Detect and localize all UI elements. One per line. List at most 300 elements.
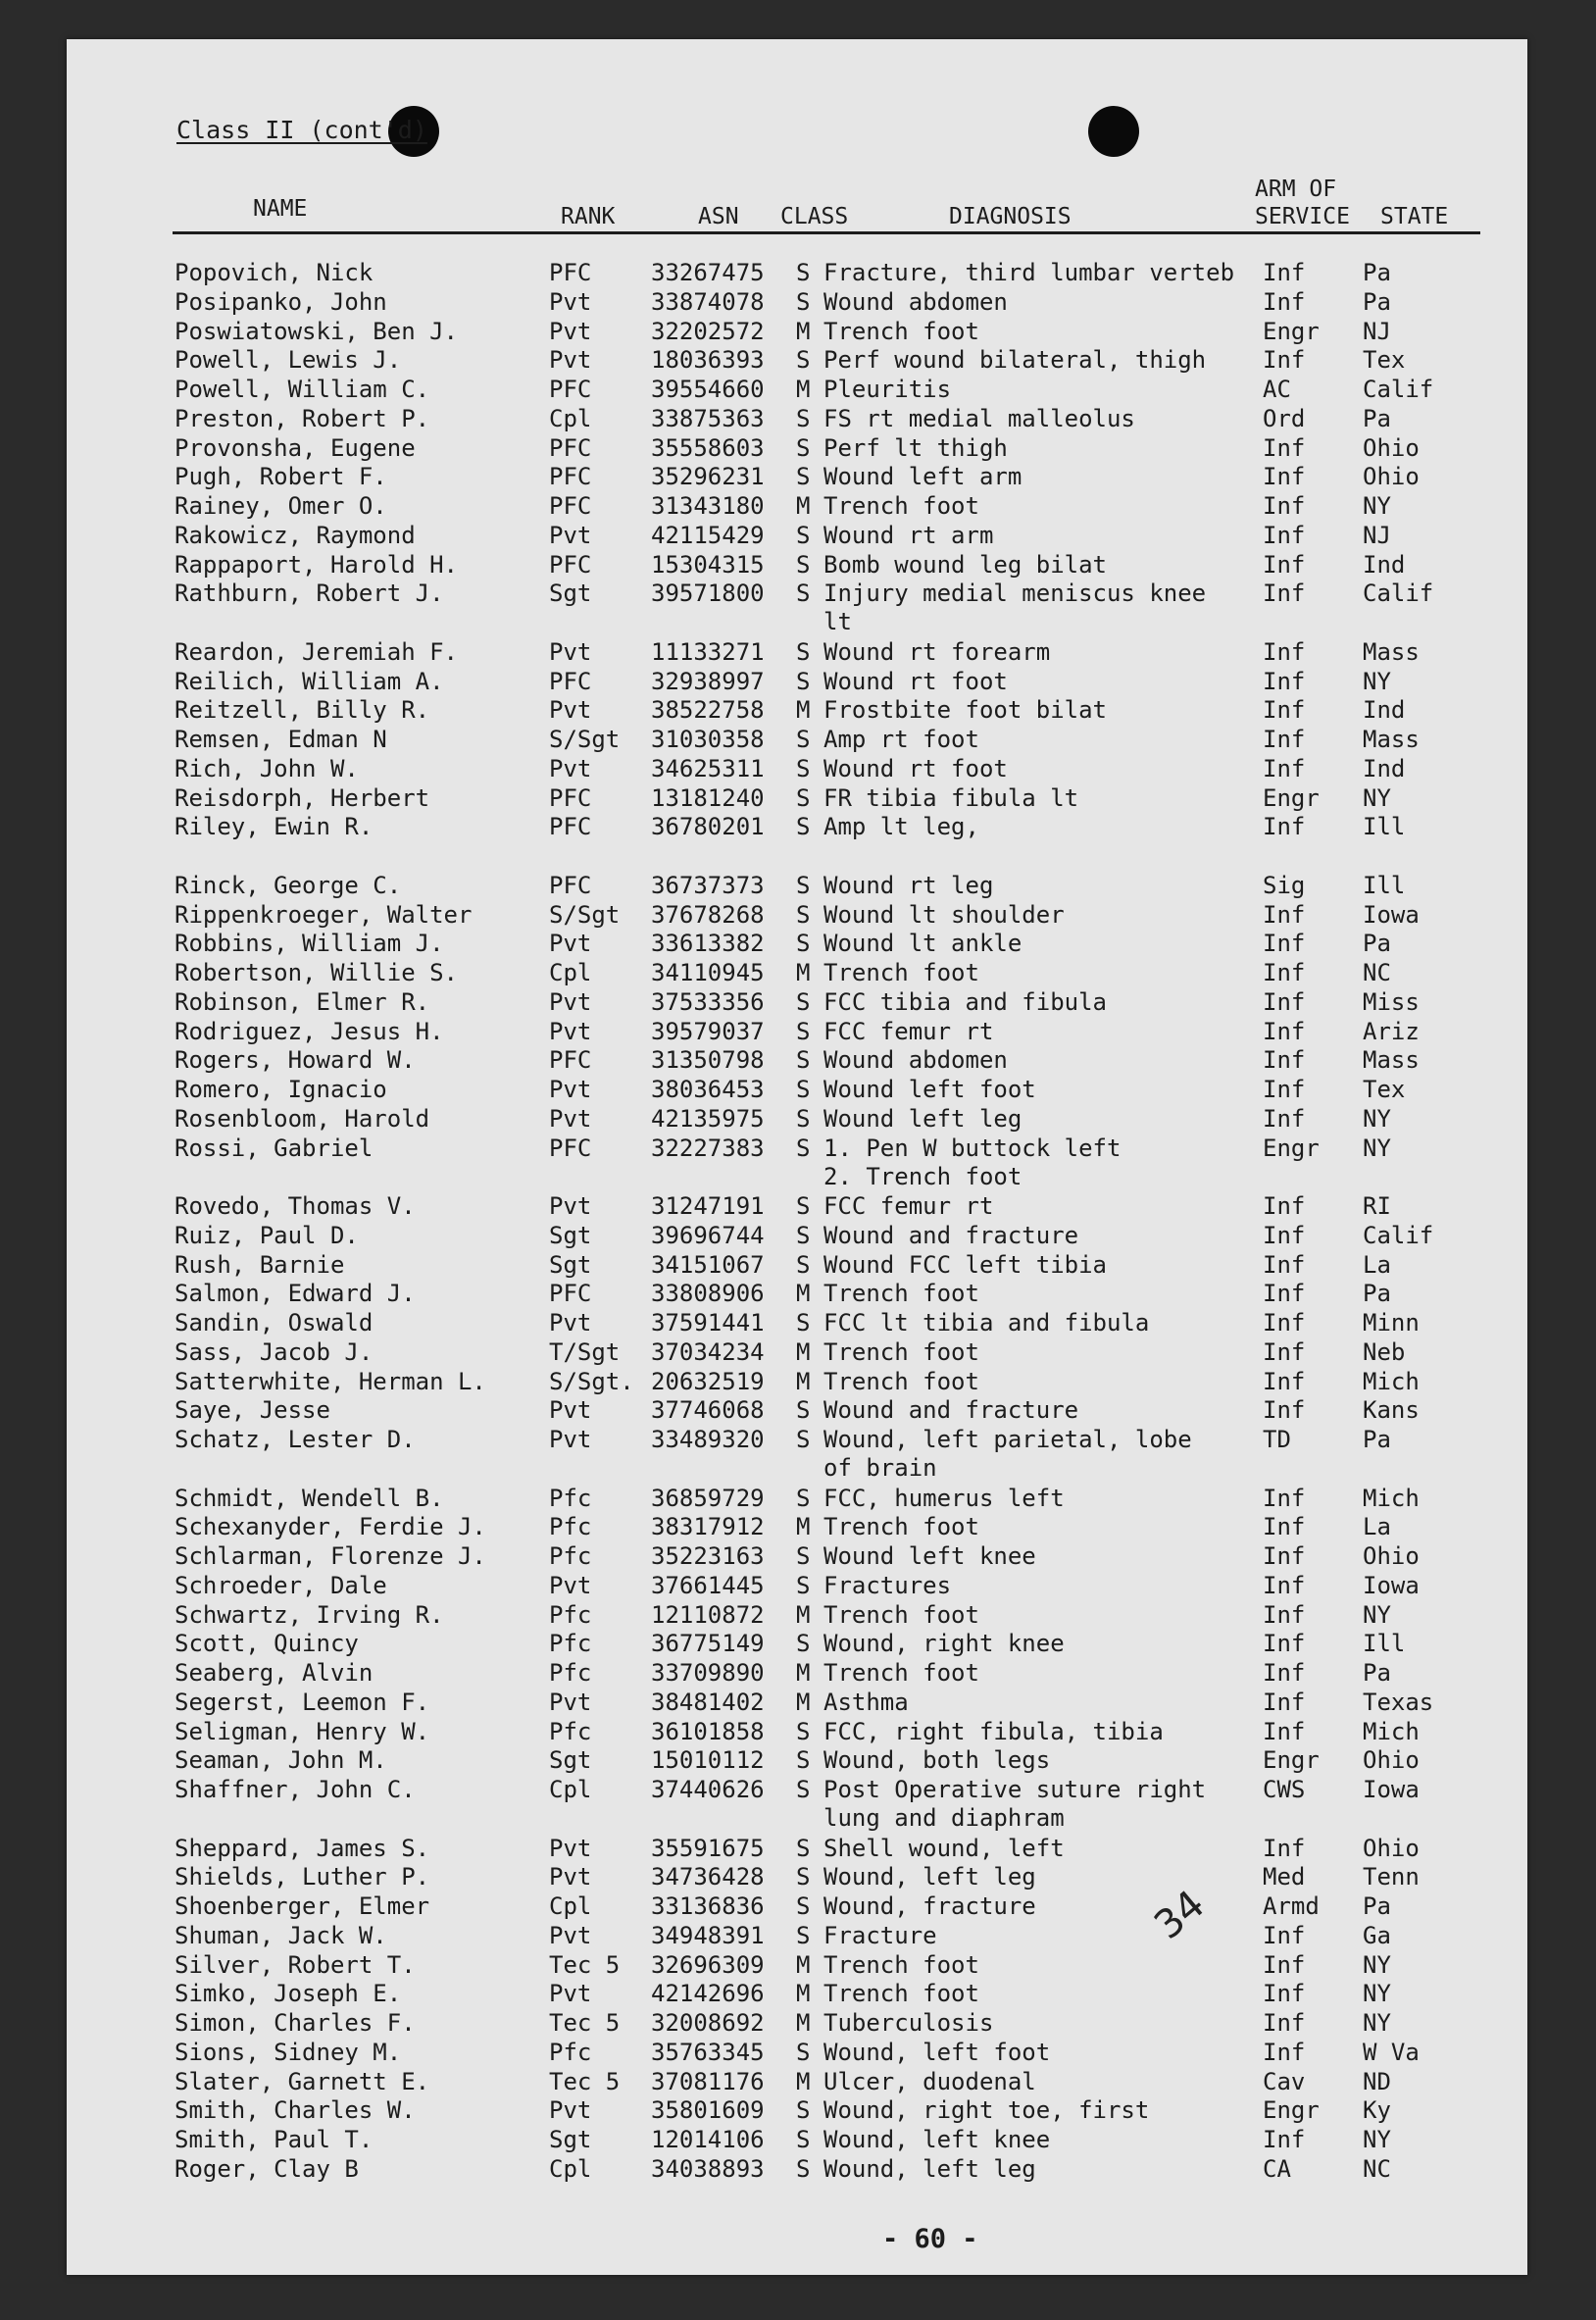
header-rule [173, 231, 1480, 234]
cell-rank: Pvt [549, 1980, 592, 2008]
cell-asn: 34038893 [651, 2154, 765, 2183]
cell-asn: 31343180 [651, 492, 765, 520]
cell-rank: PFC [549, 667, 592, 695]
cell-name: Seaberg, Alvin [175, 1659, 374, 1687]
cell-arm-of-service: Inf [1263, 1076, 1306, 1103]
cell-class: S [796, 1863, 811, 1891]
cell-arm-of-service: Inf [1263, 987, 1306, 1016]
cell-asn: 35296231 [651, 463, 765, 491]
table-row [67, 901, 1527, 931]
table-row [67, 1572, 1527, 1601]
cell-arm-of-service: Inf [1263, 492, 1306, 520]
cell-arm-of-service: Inf [1263, 2038, 1306, 2066]
cell-name: Ruiz, Paul D. [175, 1221, 359, 1249]
cell-rank: Pvt [549, 1396, 592, 1425]
cell-state: Ohio [1363, 1834, 1420, 1862]
cell-state: NY [1363, 2009, 1391, 2037]
cell-diagnosis: Wound rt foot [823, 754, 1008, 782]
cell-state: Mass [1363, 1046, 1420, 1075]
cell-asn: 34948391 [651, 1921, 765, 1949]
cell-arm-of-service: Engr [1263, 783, 1320, 812]
cell-asn: 39554660 [651, 376, 765, 403]
cell-rank: PFC [549, 492, 592, 520]
cell-rank: Sgt [549, 1746, 592, 1775]
cell-arm-of-service: Inf [1263, 696, 1306, 725]
cell-name: Simko, Joseph E. [175, 1980, 402, 2008]
cell-class: S [796, 930, 811, 958]
cell-rank: Pfc [549, 2038, 592, 2066]
cell-name: Riley, Ewin R. [175, 813, 374, 841]
cell-diagnosis: 1. Pen W buttock left 2. Trench foot [823, 1134, 1122, 1190]
cell-state: NY [1363, 2126, 1391, 2153]
cell-arm-of-service: Inf [1263, 1250, 1306, 1279]
cell-arm-of-service: Inf [1263, 900, 1306, 929]
cell-diagnosis: Trench foot [823, 317, 979, 345]
cell-state: Neb [1363, 1337, 1406, 1366]
cell-arm-of-service: Inf [1263, 259, 1306, 286]
cell-arm-of-service: Inf [1263, 1950, 1306, 1979]
table-row [67, 1222, 1527, 1251]
cell-asn: 33709890 [651, 1659, 765, 1687]
cell-state: Ind [1363, 754, 1406, 782]
cell-name: Rippenkroeger, Walter [175, 900, 473, 929]
table-row [67, 1951, 1527, 1981]
cell-state: Calif [1363, 1221, 1434, 1249]
table-row [67, 1338, 1527, 1368]
cell-rank: Pfc [549, 1542, 592, 1570]
cell-name: Provonsha, Eugene [175, 433, 416, 462]
table-row [67, 1718, 1527, 1747]
cell-state: Tenn [1363, 1863, 1420, 1891]
table-row [67, 2068, 1527, 2097]
cell-class: M [796, 1950, 811, 1979]
document-page [67, 39, 1527, 2275]
table-row [67, 1776, 1527, 1835]
table-row [67, 668, 1527, 697]
cell-class: M [796, 696, 811, 725]
cell-rank: Pvt [549, 930, 592, 958]
cell-state: Mass [1363, 637, 1420, 666]
handwritten-mark: 34 [1146, 1882, 1214, 1948]
cell-asn: 36101858 [651, 1717, 765, 1745]
cell-state: Ind [1363, 696, 1406, 725]
cell-arm-of-service: Inf [1263, 521, 1306, 549]
cell-rank: Cpl [549, 404, 592, 432]
cell-state: Tex [1363, 346, 1406, 375]
table-row [67, 696, 1527, 726]
header-rank: RANK [561, 204, 616, 229]
cell-diagnosis: Amp rt foot [823, 726, 979, 753]
cell-asn: 33267475 [651, 259, 765, 286]
cell-class: S [796, 521, 811, 549]
cell-diagnosis: Frostbite foot bilat [823, 696, 1107, 725]
cell-name: Silver, Robert T. [175, 1950, 416, 1979]
cell-asn: 42142696 [651, 1980, 765, 2008]
cell-name: Seaman, John M. [175, 1746, 387, 1775]
cell-class: M [796, 376, 811, 403]
cell-diagnosis: Wound, left parietal, lobe of brain [823, 1426, 1192, 1482]
cell-diagnosis: FCC lt tibia and fibula [823, 1309, 1150, 1337]
cell-asn: 31350798 [651, 1046, 765, 1075]
cell-class: S [796, 404, 811, 432]
cell-rank: Pvt [549, 1017, 592, 1045]
cell-class: M [796, 1280, 811, 1308]
cell-name: Rosenbloom, Harold [175, 1104, 430, 1133]
table-row [67, 959, 1527, 988]
cell-diagnosis: Bomb wound leg bilat [823, 550, 1107, 579]
cell-rank: S/Sgt. [549, 1367, 634, 1395]
cell-asn: 32202572 [651, 317, 765, 345]
cell-class: S [796, 433, 811, 462]
cell-asn: 15304315 [651, 550, 765, 579]
cell-state: NY [1363, 492, 1391, 520]
table-row [67, 551, 1527, 580]
cell-state: Mich [1363, 1367, 1420, 1395]
cell-class: S [796, 1630, 811, 1658]
cell-rank: Sgt [549, 580, 592, 608]
cell-class: M [796, 317, 811, 345]
cell-rank: Cpl [549, 959, 592, 986]
cell-name: Simon, Charles F. [175, 2009, 416, 2037]
cell-rank: Pvt [549, 1863, 592, 1891]
cell-rank: Pvt [549, 1571, 592, 1599]
cell-asn: 32696309 [651, 1950, 765, 1979]
cell-state: Kans [1363, 1396, 1420, 1425]
cell-asn: 37591441 [651, 1309, 765, 1337]
cell-arm-of-service: Inf [1263, 1542, 1306, 1570]
cell-state: NC [1363, 2154, 1391, 2183]
cell-state: NC [1363, 959, 1391, 986]
cell-arm-of-service: Inf [1263, 1834, 1306, 1862]
cell-asn: 35801609 [651, 2096, 765, 2125]
cell-state: La [1363, 1250, 1391, 1279]
cell-name: Roger, Clay B [175, 2154, 359, 2183]
cell-state: NY [1363, 1950, 1391, 1979]
cell-arm-of-service: Sig [1263, 871, 1306, 899]
cell-arm-of-service: Engr [1263, 1746, 1320, 1775]
table-row [67, 1922, 1527, 1951]
cell-rank: Pvt [549, 987, 592, 1016]
cell-asn: 34736428 [651, 1863, 765, 1891]
cell-rank: Pvt [549, 1309, 592, 1337]
cell-asn: 33613382 [651, 930, 765, 958]
cell-state: RI [1363, 1192, 1391, 1220]
cell-arm-of-service: Inf [1263, 1600, 1306, 1629]
cell-diagnosis: Fracture, third lumbar verteb [823, 259, 1235, 286]
cell-class: M [796, 2009, 811, 2037]
cell-asn: 39579037 [651, 1017, 765, 1045]
header-arm-line1: ARM OF [1255, 177, 1337, 202]
cell-arm-of-service: Ord [1263, 404, 1306, 432]
cell-state: Ill [1363, 1630, 1406, 1658]
cell-asn: 33874078 [651, 287, 765, 316]
cell-name: Shields, Luther P. [175, 1863, 430, 1891]
cell-asn: 38317912 [651, 1513, 765, 1541]
cell-diagnosis: Amp lt leg, [823, 813, 979, 841]
cell-arm-of-service: Inf [1263, 1659, 1306, 1687]
cell-name: Smith, Charles W. [175, 2096, 416, 2125]
cell-diagnosis: Wound left knee [823, 1542, 1036, 1570]
cell-rank: Tec 5 [549, 2067, 621, 2095]
cell-rank: Pvt [549, 754, 592, 782]
cell-arm-of-service: Inf [1263, 2126, 1306, 2153]
cell-rank: PFC [549, 1134, 592, 1162]
cell-diagnosis: Wound lt ankle [823, 930, 1022, 958]
cell-asn: 34151067 [651, 1250, 765, 1279]
cell-name: Rush, Barnie [175, 1250, 345, 1279]
cell-diagnosis: FCC, humerus left [823, 1484, 1065, 1512]
cell-class: M [796, 1600, 811, 1629]
cell-arm-of-service: Inf [1263, 667, 1306, 695]
cell-diagnosis: Wound FCC left tibia [823, 1250, 1107, 1279]
table-row [67, 988, 1527, 1018]
cell-arm-of-service: Engr [1263, 1134, 1320, 1162]
cell-rank: Pvt [549, 1834, 592, 1862]
cell-rank: Pfc [549, 1630, 592, 1658]
cell-class: S [796, 287, 811, 316]
cell-state: Mass [1363, 726, 1420, 753]
cell-rank: Sgt [549, 1221, 592, 1249]
table-row [67, 2009, 1527, 2039]
cell-class: S [796, 1309, 811, 1337]
cell-name: Shoenberger, Elmer [175, 1892, 430, 1920]
cell-arm-of-service: Inf [1263, 463, 1306, 491]
header-state: STATE [1380, 204, 1449, 229]
cell-arm-of-service: Inf [1263, 1280, 1306, 1308]
cell-rank: Pvt [549, 1921, 592, 1949]
cell-class: S [796, 1250, 811, 1279]
cell-name: Rovedo, Thomas V. [175, 1192, 416, 1220]
table-row [67, 813, 1527, 872]
cell-name: Sheppard, James S. [175, 1834, 430, 1862]
cell-rank: PFC [549, 813, 592, 841]
cell-class: S [796, 1892, 811, 1920]
cell-name: Smith, Paul T. [175, 2126, 374, 2153]
cell-name: Rogers, Howard W. [175, 1046, 416, 1075]
cell-state: Calif [1363, 376, 1434, 403]
cell-class: S [796, 2126, 811, 2153]
cell-diagnosis: Trench foot [823, 492, 979, 520]
cell-diagnosis: Wound and fracture [823, 1396, 1079, 1425]
cell-asn: 42115429 [651, 521, 765, 549]
cell-rank: S/Sgt [549, 726, 621, 753]
cell-name: Preston, Robert P. [175, 404, 430, 432]
cell-class: S [796, 1542, 811, 1570]
cell-class: S [796, 1717, 811, 1745]
cell-rank: Pfc [549, 1484, 592, 1512]
cell-class: M [796, 1688, 811, 1716]
cell-state: Iowa [1363, 1776, 1420, 1803]
cell-class: M [796, 2067, 811, 2095]
cell-asn: 33136836 [651, 1892, 765, 1920]
cell-name: Shaffner, John C. [175, 1776, 416, 1803]
table-row [67, 930, 1527, 959]
cell-asn: 37678268 [651, 900, 765, 929]
cell-name: Seligman, Henry W. [175, 1717, 430, 1745]
cell-name: Schatz, Lester D. [175, 1426, 416, 1453]
cell-rank: Pvt [549, 521, 592, 549]
cell-class: M [796, 1513, 811, 1541]
cell-state: Pa [1363, 1280, 1391, 1308]
cell-name: Sandin, Oswald [175, 1309, 374, 1337]
cell-arm-of-service: Inf [1263, 1046, 1306, 1075]
cell-class: S [796, 2154, 811, 2183]
cell-diagnosis: Wound rt foot [823, 667, 1008, 695]
cell-diagnosis: Post Operative suture right lung and diaphram [823, 1776, 1207, 1832]
table-row [67, 1076, 1527, 1105]
cell-state: Pa [1363, 1426, 1391, 1453]
cell-asn: 35558603 [651, 433, 765, 462]
cell-asn: 31247191 [651, 1192, 765, 1220]
cell-arm-of-service: Inf [1263, 1337, 1306, 1366]
table-row [67, 784, 1527, 814]
cell-rank: Pvt [549, 637, 592, 666]
cell-rank: Pvt [549, 1688, 592, 1716]
cell-asn: 39696744 [651, 1221, 765, 1249]
cell-arm-of-service: Inf [1263, 1221, 1306, 1249]
cell-name: Rathburn, Robert J. [175, 580, 444, 608]
cell-class: S [796, 637, 811, 666]
cell-diagnosis: Wound rt leg [823, 871, 994, 899]
cell-asn: 38481402 [651, 1688, 765, 1716]
table-row [67, 259, 1527, 288]
header-asn: ASN [698, 204, 739, 229]
cell-asn: 15010112 [651, 1746, 765, 1775]
cell-arm-of-service: TD [1263, 1426, 1291, 1453]
cell-name: Robbins, William J. [175, 930, 444, 958]
cell-rank: T/Sgt [549, 1337, 621, 1366]
cell-asn: 36775149 [651, 1630, 765, 1658]
cell-rank: Pvt [549, 2096, 592, 2125]
cell-asn: 37081176 [651, 2067, 765, 2095]
cell-class: S [796, 667, 811, 695]
cell-class: S [796, 813, 811, 841]
cell-class: M [796, 492, 811, 520]
cell-rank: Pfc [549, 1659, 592, 1687]
cell-name: Schwartz, Irving R. [175, 1600, 444, 1629]
table-row [67, 1835, 1527, 1864]
cell-diagnosis: Fractures [823, 1571, 952, 1599]
cell-asn: 38522758 [651, 696, 765, 725]
table-row [67, 1485, 1527, 1514]
table-row [67, 1046, 1527, 1076]
cell-rank: PFC [549, 783, 592, 812]
cell-diagnosis: Wound, right knee [823, 1630, 1065, 1658]
header-class: CLASS [780, 204, 849, 229]
cell-diagnosis: Wound and fracture [823, 1221, 1079, 1249]
cell-asn: 35223163 [651, 1542, 765, 1570]
cell-name: Rainey, Omer O. [175, 492, 387, 520]
cell-class: M [796, 1337, 811, 1366]
cell-arm-of-service: Inf [1263, 959, 1306, 986]
cell-arm-of-service: Inf [1263, 346, 1306, 375]
cell-state: W Va [1363, 2038, 1420, 2066]
table-row [67, 872, 1527, 901]
cell-asn: 38036453 [651, 1076, 765, 1103]
cell-name: Segerst, Leemon F. [175, 1688, 430, 1716]
cell-rank: PFC [549, 1280, 592, 1308]
cell-state: Pa [1363, 1892, 1391, 1920]
cell-class: S [796, 1484, 811, 1512]
cell-class: S [796, 754, 811, 782]
table-row [67, 522, 1527, 551]
cell-asn: 36859729 [651, 1484, 765, 1512]
cell-class: S [796, 259, 811, 286]
cell-name: Powell, Lewis J. [175, 346, 402, 375]
table-row [67, 1630, 1527, 1659]
table-row [67, 434, 1527, 464]
cell-asn: 11133271 [651, 637, 765, 666]
cell-arm-of-service: AC [1263, 376, 1291, 403]
cell-name: Schmidt, Wendell B. [175, 1484, 444, 1512]
cell-class: S [796, 1046, 811, 1075]
cell-arm-of-service: CA [1263, 2154, 1291, 2183]
cell-asn: 33489320 [651, 1426, 765, 1453]
cell-rank: Sgt [549, 2126, 592, 2153]
cell-name: Salmon, Edward J. [175, 1280, 416, 1308]
cell-name: Saye, Jesse [175, 1396, 330, 1425]
cell-diagnosis: Trench foot [823, 1600, 979, 1629]
cell-name: Rich, John W. [175, 754, 359, 782]
cell-arm-of-service: Inf [1263, 287, 1306, 316]
cell-rank: Pvt [549, 317, 592, 345]
cell-name: Schexanyder, Ferdie J. [175, 1513, 486, 1541]
cell-name: Schlarman, Florenze J. [175, 1542, 486, 1570]
cell-rank: Pvt [549, 1104, 592, 1133]
cell-rank: Cpl [549, 2154, 592, 2183]
cell-class: S [796, 900, 811, 929]
cell-diagnosis: Wound, fracture [823, 1892, 1036, 1920]
cell-class: S [796, 1921, 811, 1949]
cell-class: S [796, 1192, 811, 1220]
header-arm-line2: SERVICE [1255, 204, 1350, 229]
cell-state: Ohio [1363, 433, 1420, 462]
cell-diagnosis: FS rt medial malleolus [823, 404, 1135, 432]
cell-class: S [796, 1076, 811, 1103]
cell-class: S [796, 1104, 811, 1133]
cell-diagnosis: FCC femur rt [823, 1192, 994, 1220]
cell-asn: 31030358 [651, 726, 765, 753]
cell-rank: Tec 5 [549, 2009, 621, 2037]
cell-diagnosis: Trench foot [823, 1950, 979, 1979]
section-title: Class II (cont'd) [176, 116, 427, 144]
cell-name: Reitzell, Billy R. [175, 696, 430, 725]
cell-rank: Sgt [549, 1250, 592, 1279]
cell-rank: Pvt [549, 1076, 592, 1103]
table-row [67, 726, 1527, 755]
cell-state: Texas [1363, 1688, 1434, 1716]
cell-rank: Pvt [549, 696, 592, 725]
cell-asn: 12110872 [651, 1600, 765, 1629]
cell-state: NY [1363, 1104, 1391, 1133]
cell-rank: PFC [549, 463, 592, 491]
cell-arm-of-service: Inf [1263, 726, 1306, 753]
cell-asn: 37746068 [651, 1396, 765, 1425]
cell-name: Posipanko, John [175, 287, 387, 316]
cell-class: S [796, 2038, 811, 2066]
cell-name: Sass, Jacob J. [175, 1337, 374, 1366]
cell-diagnosis: Tuberculosis [823, 2009, 994, 2037]
cell-asn: 33875363 [651, 404, 765, 432]
cell-diagnosis: Trench foot [823, 959, 979, 986]
cell-rank: PFC [549, 550, 592, 579]
table-row [67, 1280, 1527, 1309]
cell-diagnosis: Wound, right toe, first [823, 2096, 1150, 2125]
table-row [67, 1892, 1527, 1922]
cell-rank: PFC [549, 376, 592, 403]
cell-state: La [1363, 1513, 1391, 1541]
cell-arm-of-service: Inf [1263, 930, 1306, 958]
